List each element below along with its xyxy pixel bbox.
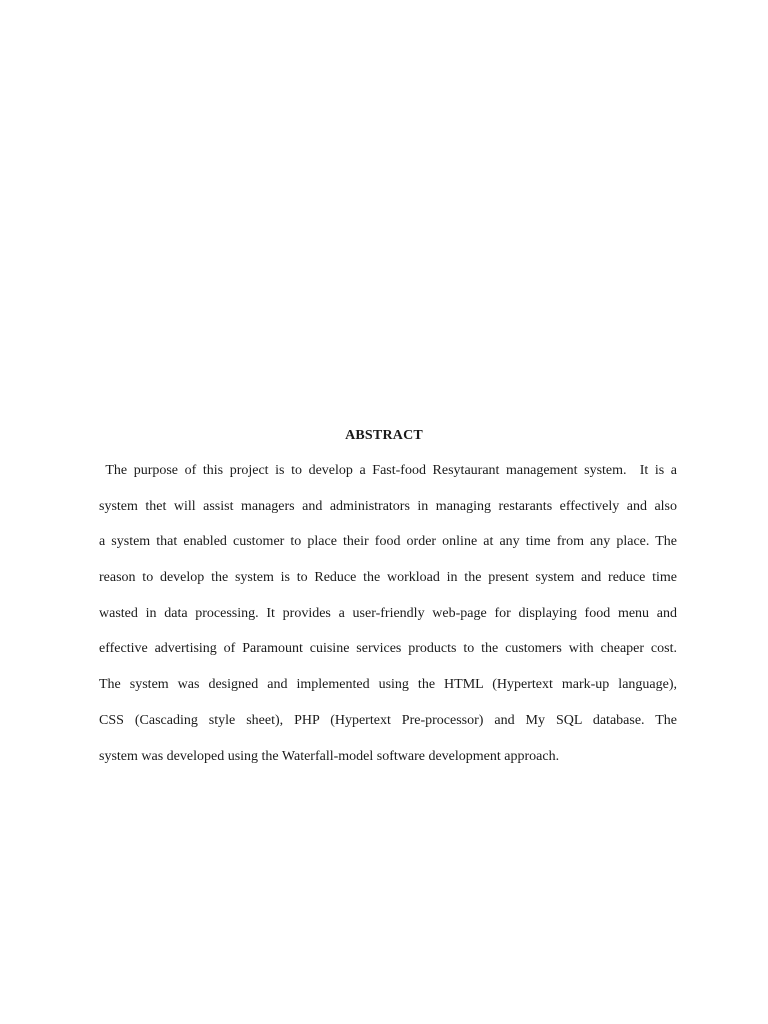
abstract-line: CSS (Cascading style sheet), PHP (Hypertext Pre-processor) and My SQL database. The (99, 712, 677, 728)
abstract-line: wasted in data processing. It provides a user-friendly web-page for displaying food menu and (99, 605, 677, 621)
abstract-line: The purpose of this project is to develop a Fast-food Resytaurant management system. It is a (99, 463, 677, 478)
abstract-line: system was developed using the Waterfall-model software development approach. (99, 748, 560, 764)
abstract-heading: ABSTRACT (345, 428, 423, 443)
abstract-body (99, 462, 677, 783)
abstract-line: reason to develop the system is to Reduce the workload in the present system and reduce time (99, 570, 677, 586)
abstract-line: system thet will assist managers and administrators in managing restarants effectively and also (99, 498, 677, 514)
abstract-line: The system was designed and implemented using the HTML (Hypertext mark-up language), (99, 677, 677, 693)
abstract-line: effective advertising of Paramount cuisine services products to the customers with cheaper cost. (99, 641, 677, 657)
abstract-line: a system that enabled customer to place their food order online at any time from any place. The (99, 534, 677, 550)
